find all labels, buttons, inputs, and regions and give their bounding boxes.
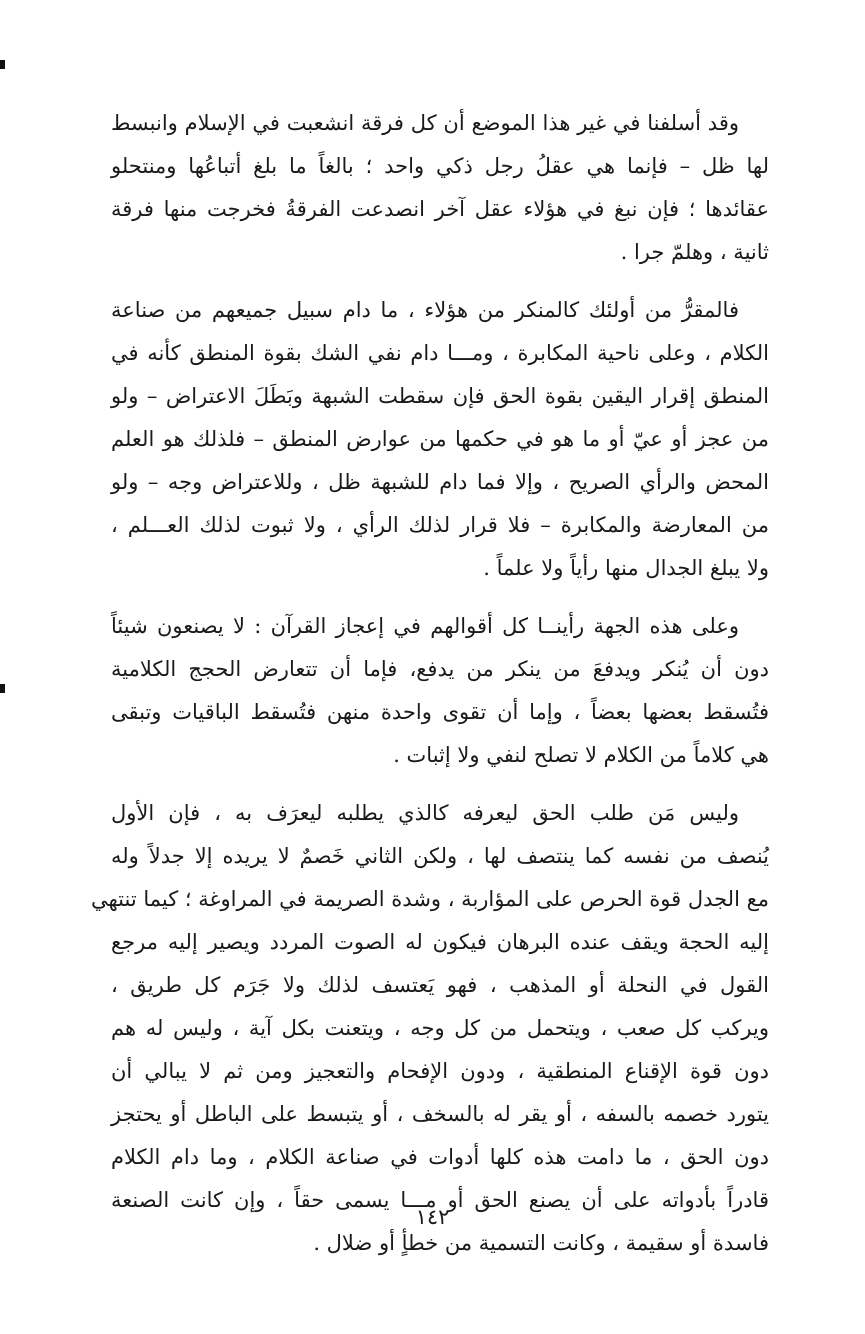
text-line: دون أن يُنكر ويدفعَ من ينكر من يدفع، فإما أن تتعارض الحجج الكلامية (111, 657, 769, 681)
text-line: عقائدها ؛ فإن نبغ في هؤلاء عقل آخر انصدعت الفرقةُ فخرجت منها فرقة (111, 197, 769, 221)
text-line: من المعارضة والمكابرة – فلا قرار لذلك الرأي ، ولا ثبوت لذلك العـــلم ، (111, 513, 769, 537)
text-line: يُنصف من نفسه كما ينتصف لها ، ولكن الثاني خَصمٌ لا يريده إلا جدلاً وله (111, 844, 769, 868)
paragraph-4 (91, 792, 769, 1265)
text-line: من عجز أو عيّ أو ما هو في حكمها من عوارض المنطق – فلذلك هو العلم (111, 427, 769, 451)
body-text (91, 102, 769, 1280)
text-line: فاسدة أو سقيمة ، وكانت التسمية من خطأٍ أو ضلال . (313, 1231, 769, 1255)
text-line: القول في النحلة أو المذهب ، فهو يَعتسف لذلك ولا جَرَم كل طريق ، (111, 973, 769, 997)
text-line: لها ظل – فإنما هي عقلُ رجل ذكي واحد ؛ بالغاً ما بلغ أتباعُها ومنتحلو (111, 154, 769, 178)
page-number: ١٤٢ (415, 1205, 450, 1229)
text-line: وقد أسلفنا في غير هذا الموضع أن كل فرقة انشعبت في الإسلام وانبسط (111, 111, 739, 135)
text-line: وليس مَن طلب الحق ليعرفه كالذي يطلبه ليعرَف به ، فإن الأول (111, 801, 739, 825)
text-line: وعلى هذه الجهة رأينــا كل أقوالهم في إعجاز القرآن : لا يصنعون شيئاً (111, 614, 739, 638)
text-line: ثانية ، وهلمّ جرا . (620, 240, 769, 264)
text-line: ولا يبلغ الجدال منها رأياً ولا علماً . (483, 556, 769, 580)
paragraph-3 (111, 605, 769, 777)
text-line: المحض والرأي الصريح ، وإلا فما دام للشبهة ظل ، وللاعتراض وجه – ولو (111, 470, 769, 494)
text-line: فتُسقط بعضها بعضاً ، وإما أن تقوى واحدة منهن فتُسقط الباقيات وتبقى (111, 700, 769, 724)
text-line: إليه الحجة ويقف عنده البرهان فيكون له الصوت المردد ويصير إليه مرجع (111, 930, 769, 954)
text-line: هي كلاماً من الكلام لا تصلح لنفي ولا إثبات . (393, 743, 769, 767)
text-line: الكلام ، وعلى ناحية المكابرة ، ومـــا دام نفي الشك بقوة المنطق كأنه في (111, 341, 769, 365)
text-line: دون الحق ، ما دامت هذه كلها أدوات في صناعة الكلام ، وما دام الكلام (111, 1145, 769, 1169)
text-line: يتورد خصمه بالسفه ، أو يقر له بالسخف ، أو يتبسط على الباطل أو يحتجز (111, 1102, 769, 1126)
paragraph-1 (111, 102, 769, 274)
text-line: قادراً بأدواته على أن يصنع الحق أو مـــا يسمى حقاً ، وإن كانت الصنعة (111, 1188, 769, 1212)
scan-edge-mark (0, 684, 5, 693)
text-line: ويركب كل صعب ، ويتحمل من كل وجه ، ويتعنت بكل آية ، وليس له هم (111, 1016, 769, 1040)
text-line: مع الجدل قوة الحرص على المؤاربة ، وشدة الصريمة في المراوغة ؛ كيما تنتهي (91, 887, 769, 911)
paragraph-2 (111, 289, 769, 590)
text-line: المنطق إقرار اليقين بقوة الحق فإن سقطت الشبهة وبَطَلَ الاعتراض – ولو (111, 384, 769, 408)
scan-edge-mark (0, 60, 5, 69)
text-line: فالمقرُّ من أولئك كالمنكر من هؤلاء ، ما دام سبيل جميعهم من صناعة (111, 298, 739, 322)
text-line: دون قوة الإقناع المنطقية ، ودون الإفحام والتعجيز ومن ثم لا يبالي أن (111, 1059, 769, 1083)
